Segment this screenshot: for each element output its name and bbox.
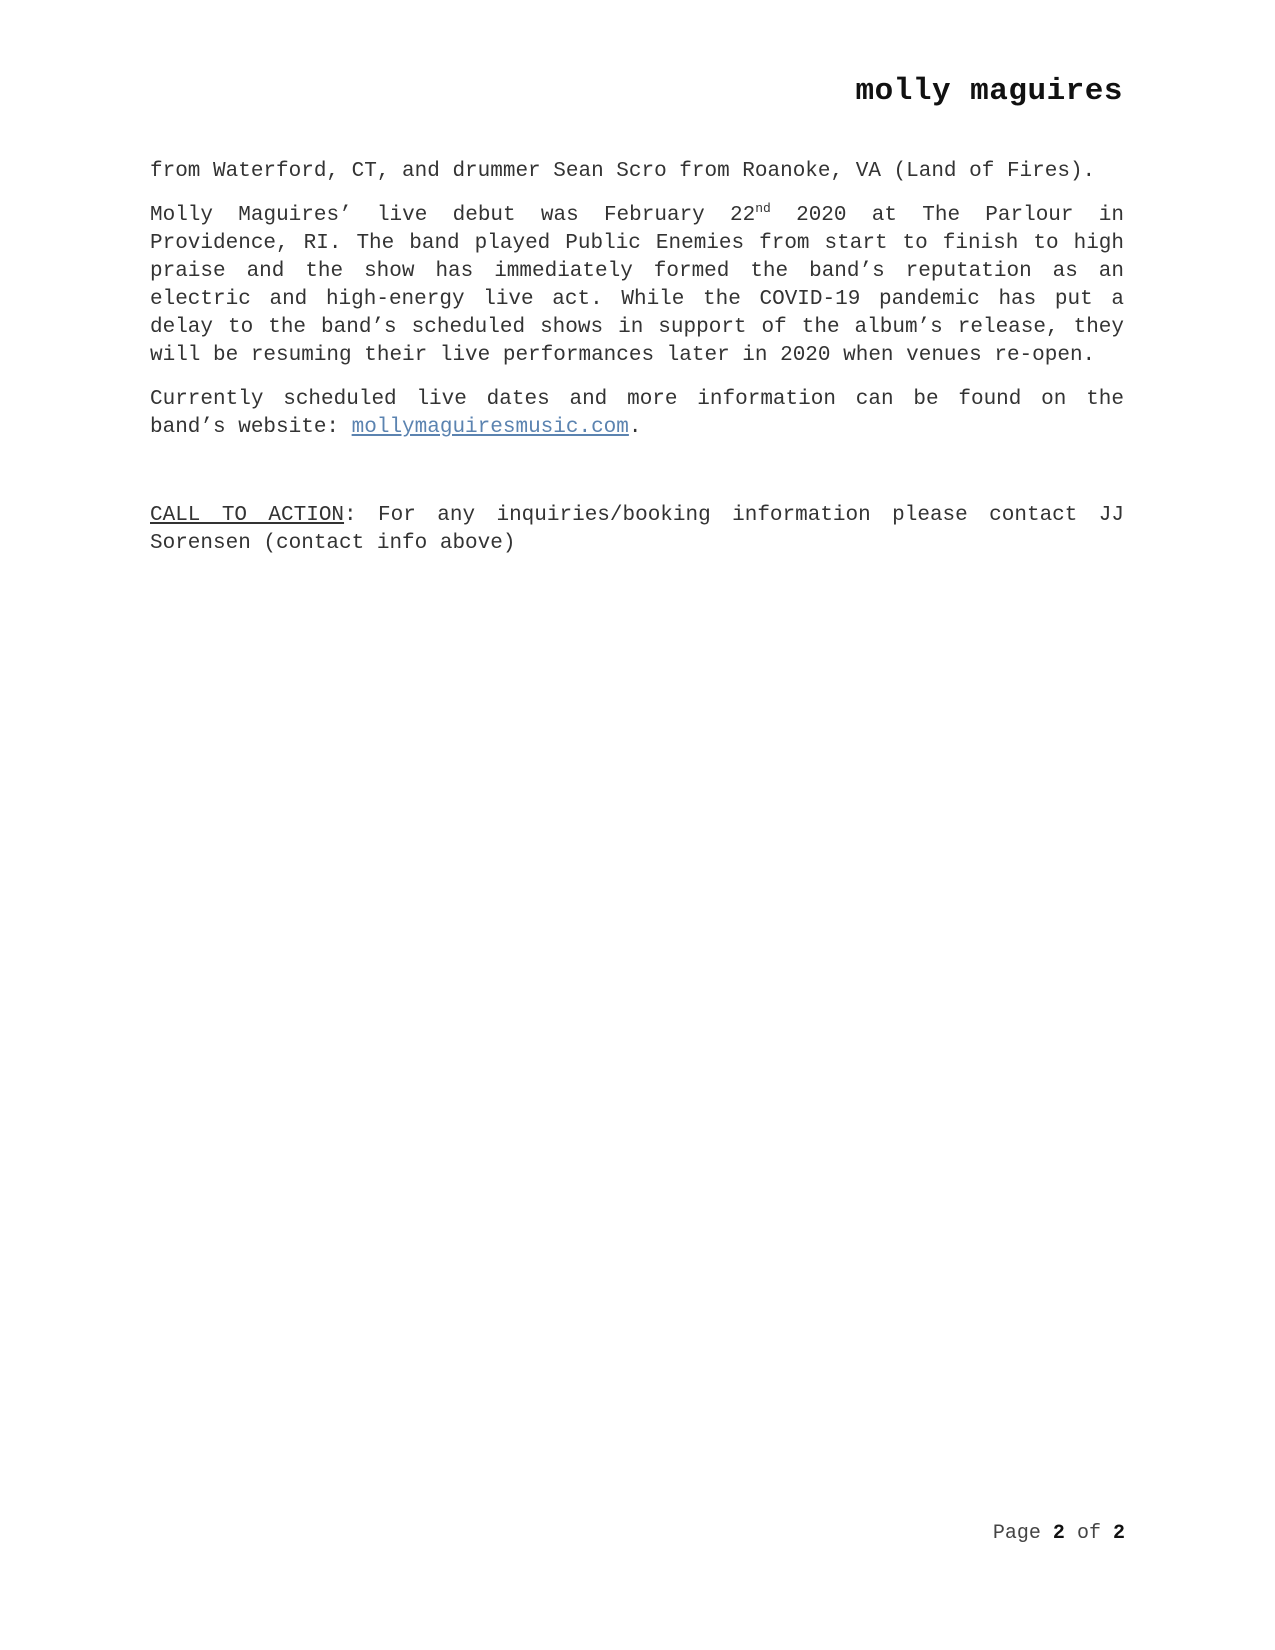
page-number (993, 1522, 1125, 1545)
total-page-count: 2 (1112, 1522, 1125, 1545)
document-title: molly maguires (855, 74, 1123, 109)
paragraph-live-debut (150, 202, 1124, 370)
live-debut-text-start: Molly Maguires’ live debut was February 22 (150, 204, 756, 227)
website-text: Currently scheduled live dates and more information can be found on the band’s website: (150, 388, 1124, 439)
website-link[interactable]: mollymaguiresmusic.com (351, 416, 629, 439)
paragraph-call-to-action (150, 502, 1124, 558)
paragraph-website (150, 386, 1124, 442)
call-to-action-label: CALL TO ACTION (150, 504, 345, 527)
paragraph-band-members: from Waterford, CT, and drummer Sean Scro from Roanoke, VA (Land of Fires). (150, 160, 1096, 183)
page-word: Page (992, 1522, 1041, 1545)
website-period: . (628, 416, 642, 439)
document-body (150, 158, 1124, 574)
of-word: of (1076, 1522, 1101, 1545)
current-page-number: 2 (1052, 1522, 1065, 1545)
ordinal-suffix: nd (755, 201, 771, 216)
call-to-action-text: : For any inquiries/booking information please contact JJ Sorensen (contact info above) (150, 504, 1124, 555)
live-debut-text-end: 2020 at The Parlour in Providence, RI. The band played Public Enemies from start to finish to high praise and the show has immediately formed the band’s reputation as an electric and high-energy live act. While the COVID-19 pandemic has put a delay to the band’s scheduled shows in support of the album’s release, they will be resuming their live performances later in 2020 when venues re-open. (150, 204, 1124, 367)
